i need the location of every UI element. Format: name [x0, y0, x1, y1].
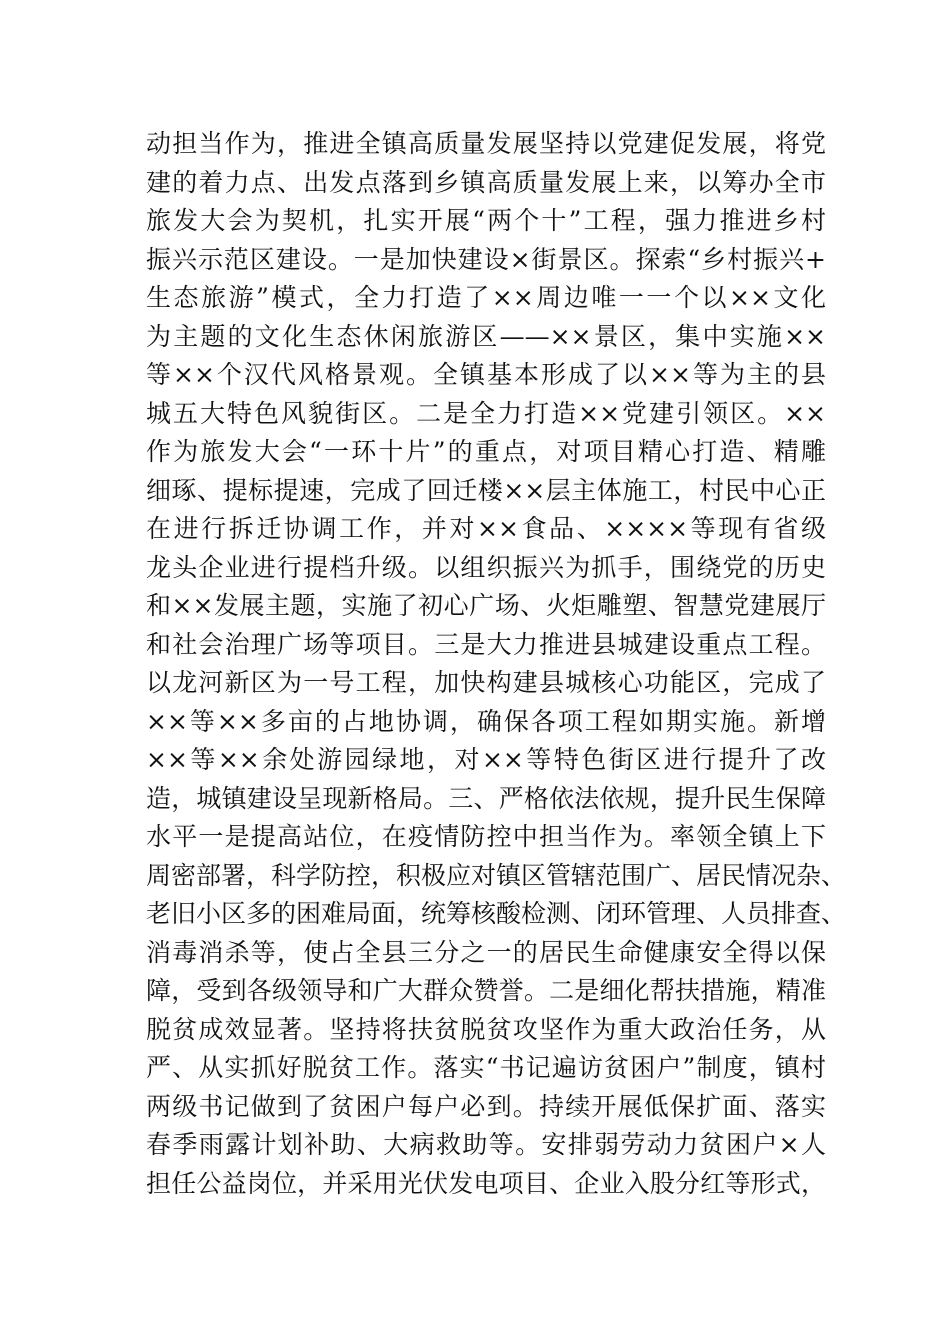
- text-line: 春季雨露计划补助、大病救助等。安排弱劳动力贫困户×人: [146, 1130, 826, 1159]
- text-line: 障，受到各级领导和广大群众赞誉。二是细化帮扶措施，精准: [146, 976, 826, 1005]
- text-line: 老旧小区多的困难局面，统筹核酸检测、闭环管理、人员排查、: [146, 899, 847, 928]
- text-line: 建的着力点、出发点落到乡镇高质量发展上来，以筹办全市: [146, 167, 826, 197]
- text-line: 两级书记做到了贫困户每户必到。持续开展低保扩面、落实: [146, 1091, 826, 1121]
- text-line: 在进行拆迁协调工作，并对××食品、××××等现有省级: [146, 514, 826, 543]
- text-line: 严、从实抓好脱贫工作。落实“书记遍访贫困户”制度，镇村: [146, 1053, 826, 1082]
- text-line: 龙头企业进行提档升级。以组织振兴为抓手，围绕党的历史: [146, 552, 826, 582]
- text-line: 动担当作为，推进全镇高质量发展坚持以党建促发展，将党: [146, 129, 826, 158]
- text-line: 作为旅发大会“一环十片”的重点，对项目精心打造、精雕: [146, 437, 826, 466]
- text-line: 以龙河新区为一号工程，加快构建县城核心功能区，完成了: [146, 668, 826, 697]
- body-paragraph: [146, 125, 847, 1203]
- text-line: 周密部署，科学防控，积极应对镇区管辖范围广、居民情况杂、: [146, 860, 847, 890]
- text-line: 旅发大会为契机，扎实开展“两个十”工程，强力推进乡村: [146, 206, 826, 235]
- text-line: 振兴示范区建设。一是加快建设×街景区。探索“乡村振兴+: [146, 244, 826, 274]
- text-line: 和社会治理广场等项目。三是大力推进县城建设重点工程。: [146, 629, 826, 659]
- text-line: ××等××余处游园绿地，对××等特色街区进行提升了改: [146, 745, 826, 774]
- text-line: 为主题的文化生态休闲旅游区——××景区，集中实施××: [146, 321, 826, 351]
- text-line: 担任公益岗位，并采用光伏发电项目、企业入股分红等形式，: [146, 1168, 826, 1198]
- text-line: 脱贫成效显著。坚持将扶贫脱贫攻坚作为重大政治任务，从: [146, 1014, 826, 1044]
- text-line: 细琢、提标提速，完成了回迁楼××层主体施工，村民中心正: [146, 475, 826, 505]
- text-line: 消毒消杀等，使占全县三分之一的居民生命健康安全得以保: [146, 937, 826, 967]
- text-line: 水平一是提高站位，在疫情防控中担当作为。率领全镇上下: [146, 822, 826, 851]
- text-line: 等××个汉代风格景观。全镇基本形成了以××等为主的县: [146, 360, 826, 389]
- text-line: 城五大特色风貌街区。二是全力打造××党建引领区。××: [146, 398, 826, 428]
- text-line: 生态旅游”模式，全力打造了××周边唯一一个以××文化: [146, 283, 826, 312]
- text-line: ××等××多亩的占地协调，确保各项工程如期实施。新增: [146, 706, 826, 736]
- text-line: 和××发展主题，实施了初心广场、火炬雕塑、智慧党建展厅: [146, 591, 826, 620]
- text-line: 造，城镇建设呈现新格局。三、严格依法依规，提升民生保障: [146, 783, 826, 813]
